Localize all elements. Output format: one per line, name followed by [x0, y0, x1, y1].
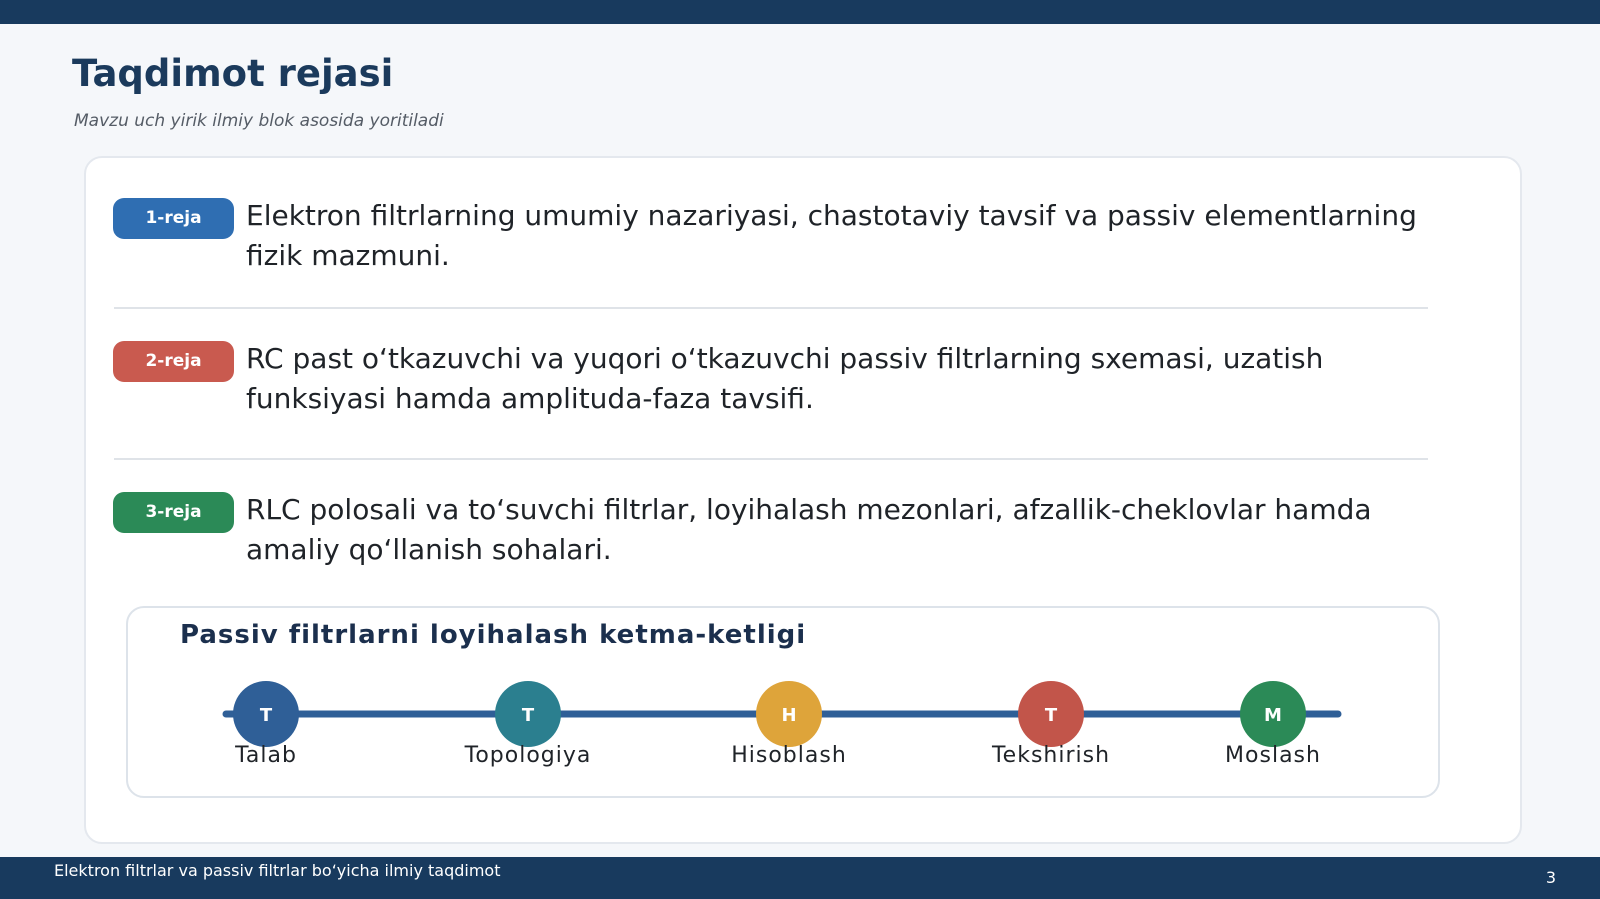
- step-label-tekshirish: Tekshirish: [991, 743, 1111, 768]
- step-label-topologiya: Topologiya: [464, 743, 592, 768]
- step-letter-talab: T: [259, 705, 273, 726]
- step-label-talab: Talab: [235, 743, 297, 768]
- step-letter-tekshirish: T: [1044, 705, 1058, 726]
- step-letter-hisoblash: H: [781, 705, 797, 726]
- plan-badge-2: 2-reja: [113, 341, 234, 382]
- plan-badge-1: 1-reja: [113, 198, 234, 239]
- page-number: 3: [1545, 868, 1556, 887]
- flow-title: Passiv filtrlarni loyihalash ketma-ketligi: [180, 620, 807, 650]
- plan-text-2: RC past o‘tkazuvchi va yuqori o‘tkazuvchi passiv filtrlarning sxemasi, uzatish funksiyasi hamda amplituda-faza tavsifi.: [246, 342, 1324, 415]
- step-label-moslash: Moslash: [1225, 743, 1321, 768]
- step-label-hisoblash: Hisoblash: [731, 743, 847, 768]
- slide-subtitle: Mavzu uch yirik ilmiy blok asosida yoritiladi: [74, 111, 444, 131]
- step-letter-moslash: M: [1264, 705, 1282, 726]
- plan-text-3: RLC polosali va to‘suvchi filtrlar, loyihalash mezonlari, afzallik-cheklovlar hamda amaliy qo‘llanish sohalari.: [246, 493, 1372, 566]
- plan-badge-3: 3-reja: [113, 492, 234, 533]
- footer-text: Elektron filtrlar va passiv filtrlar bo‘yicha ilmiy taqdimot: [54, 861, 501, 880]
- step-letter-topologiya: T: [521, 705, 535, 726]
- slide-title: Taqdimot rejasi: [72, 52, 394, 95]
- plan-text-1: Elektron filtrlarning umumiy nazariyasi, chastotaviy tavsif va passiv elementlarning fizik mazmuni.: [246, 199, 1417, 272]
